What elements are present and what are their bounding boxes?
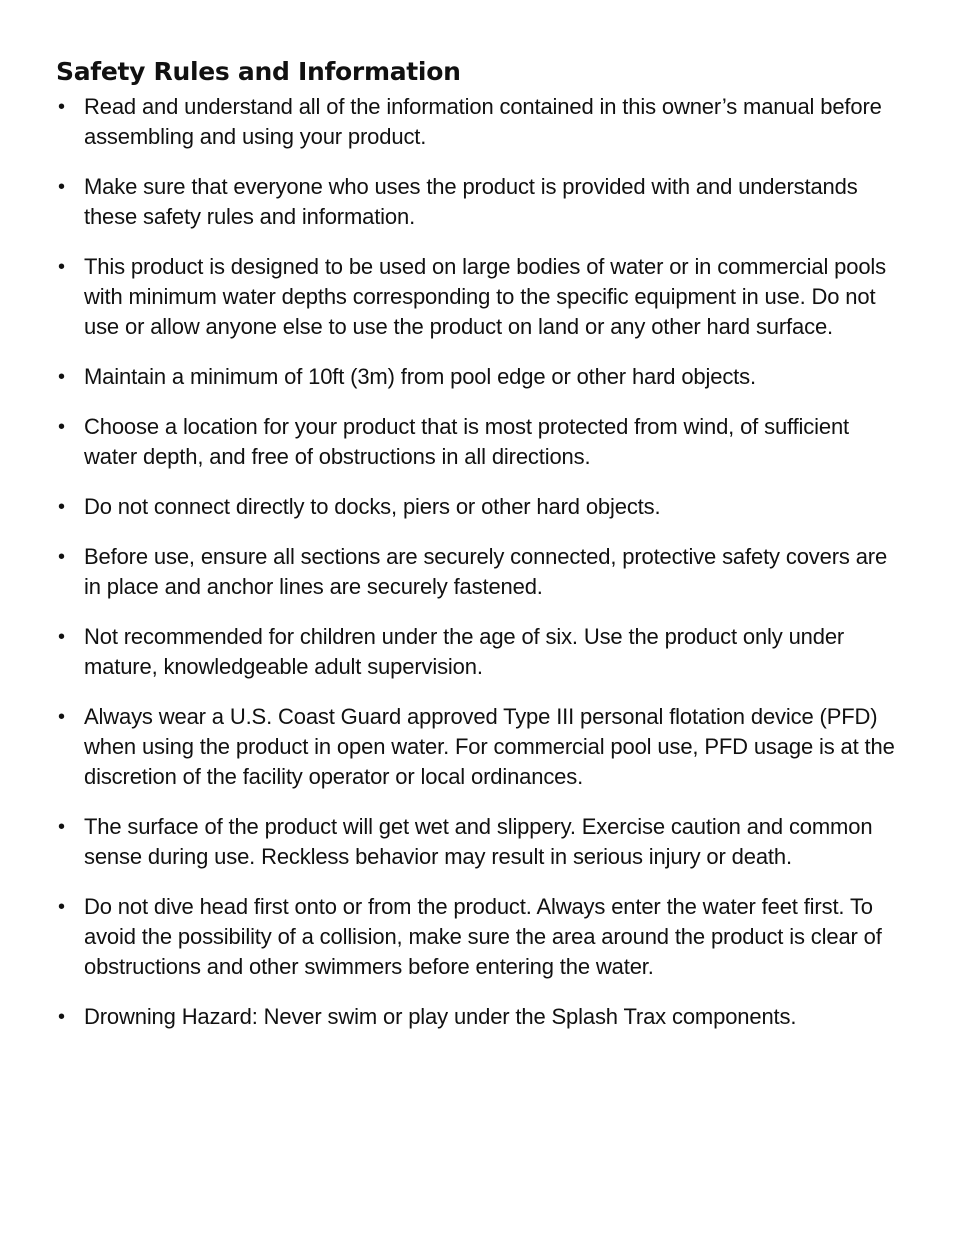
list-item bbox=[56, 622, 902, 682]
bullet-icon: • bbox=[58, 96, 65, 118]
bullet-icon: • bbox=[58, 546, 65, 568]
list-item bbox=[56, 492, 902, 522]
bullet-icon: • bbox=[58, 496, 65, 518]
list-item bbox=[56, 172, 902, 232]
rule-text: Before use, ensure all sections are securely connected, protective safety covers are in place and anchor lines are securely fastened. bbox=[84, 544, 888, 599]
list-item bbox=[56, 362, 902, 392]
rule-text: This product is designed to be used on large bodies of water or in commercial pools with minimum water depths corresponding to the specific equipment in use. Do not use or allow anyone else to use the product on land or any other hard surface. bbox=[84, 254, 886, 339]
bullet-icon: • bbox=[58, 366, 65, 388]
list-item bbox=[56, 892, 902, 982]
bullet-icon: • bbox=[58, 816, 65, 838]
rule-text: Not recommended for children under the age of six. Use the product only under mature, knowledgeable adult supervision. bbox=[84, 624, 845, 679]
bullet-icon: • bbox=[58, 626, 65, 648]
document-page bbox=[56, 52, 902, 1052]
list-item bbox=[56, 252, 902, 342]
bullet-icon: • bbox=[58, 176, 65, 198]
bullet-icon: • bbox=[58, 1006, 65, 1028]
list-item bbox=[56, 92, 902, 152]
list-item bbox=[56, 542, 902, 602]
bullet-icon: • bbox=[58, 416, 65, 438]
list-item bbox=[56, 812, 902, 872]
rule-text: Do not connect directly to docks, piers or other hard objects. bbox=[84, 494, 661, 519]
list-item bbox=[56, 702, 902, 792]
bullet-icon: • bbox=[58, 896, 65, 918]
rule-text: Drowning Hazard: Never swim or play under the Splash Trax components. bbox=[84, 1004, 797, 1029]
rule-text: Read and understand all of the information contained in this owner’s manual before assembling and using your product. bbox=[84, 94, 882, 149]
rule-text: The surface of the product will get wet and slippery. Exercise caution and common sense during use. Reckless behavior may result in serious injury or death. bbox=[84, 814, 873, 869]
rule-text: Maintain a minimum of 10ft (3m) from pool edge or other hard objects. bbox=[84, 364, 756, 389]
rule-text: Always wear a U.S. Coast Guard approved Type III personal flotation device (PFD) when using the product in open water. For commercial pool use, PFD usage is at the discretion of the facility operator or local ordinances. bbox=[84, 704, 895, 789]
bullet-icon: • bbox=[58, 706, 65, 728]
rule-text: Choose a location for your product that is most protected from wind, of sufficient water depth, and free of obstructions in all directions. bbox=[84, 414, 850, 469]
bullet-icon: • bbox=[58, 256, 65, 278]
safety-rules-list bbox=[56, 92, 902, 1032]
list-item bbox=[56, 1002, 902, 1032]
list-item bbox=[56, 412, 902, 472]
rule-text: Make sure that everyone who uses the product is provided with and understands these safety rules and information. bbox=[84, 174, 858, 229]
rule-text: Do not dive head first onto or from the product. Always enter the water feet first. To avoid the possibility of a collision, make sure the area around the product is clear of obstructions and other swimmers before entering the water. bbox=[84, 894, 882, 979]
page-title: Safety Rules and Information bbox=[56, 57, 461, 86]
